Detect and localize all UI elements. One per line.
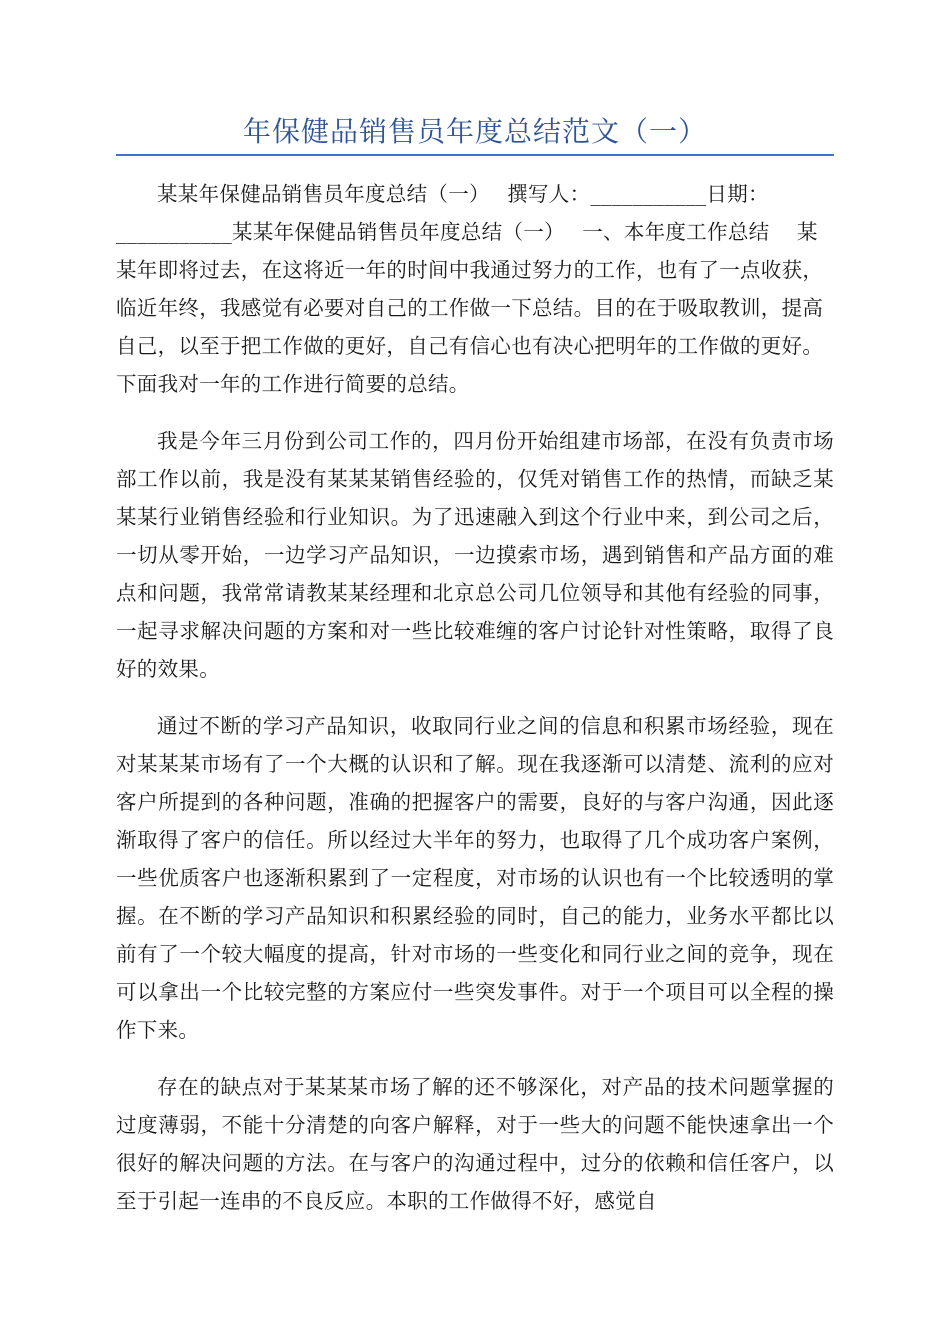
title-underline xyxy=(116,154,834,156)
paragraph: 我是今年三月份到公司工作的，四月份开始组建市场部，在没有负责市场部工作以前，我是没有某某某销售经验的，仅凭对销售工作的热情，而缺乏某某某行业销售经验和行业知识。为了迅速融入到这个行业中来，到公司之后，一切从零开始，一边学习产品知识，一边摸索市场，遇到销售和产品方面的难点和问题，我常常请教某某经理和北京总公司几位领导和其他有经验的同事，一起寻求解决问题的方案和对一些比较难缠的客户讨论针对性策略，取得了良好的效果。 xyxy=(116,429,834,681)
document-body xyxy=(116,175,834,1220)
paragraph: 通过不断的学习产品知识，收取同行业之间的信息和积累市场经验，现在对某某某市场有了一个大概的认识和了解。现在我逐渐可以清楚、流利的应对客户所提到的各种问题，准确的把握客户的需要，良好的与客户沟通，因此逐渐取得了客户的信任。所以经过大半年的努力，也取得了几个成功客户案例，一些优质客户也逐渐积累到了一定程度，对市场的认识也有一个比较透明的掌握。在不断的学习产品知识和积累经验的同时，自己的能力，业务水平都比以前有了一个较大幅度的提高，针对市场的一些变化和同行业之间的竞争，现在可以拿出一个比较完整的方案应付一些突发事件。对于一个项目可以全程的操作下来。 xyxy=(116,714,834,1042)
document-title: 年保健品销售员年度总结范文（一） xyxy=(242,115,707,148)
paragraph: 某某年保健品销售员年度总结（一） 撰写人：___________日期：___________某某年保健品销售员年度总结（一） 一、本年度工作总结 某某年即将过去，在这将近一年的时间中我通过努力的工作，也有了一点收获，临近年终，我感觉有必要对自己的工作做一下总结。目的在于吸取教训，提高自己，以至于把工作做的更好，自己有信心也有决心把明年的工作做的更好。下面我对一年的工作进行简要的总结。 xyxy=(116,182,824,396)
paragraph: 存在的缺点对于某某某市场了解的还不够深化，对产品的技术问题掌握的过度薄弱，不能十分清楚的向客户解释，对于一些大的问题不能快速拿出一个很好的解决问题的方法。在与客户的沟通过程中，过分的依赖和信任客户，以至于引起一连串的不良反应。本职的工作做得不好，感觉自 xyxy=(116,1075,834,1213)
